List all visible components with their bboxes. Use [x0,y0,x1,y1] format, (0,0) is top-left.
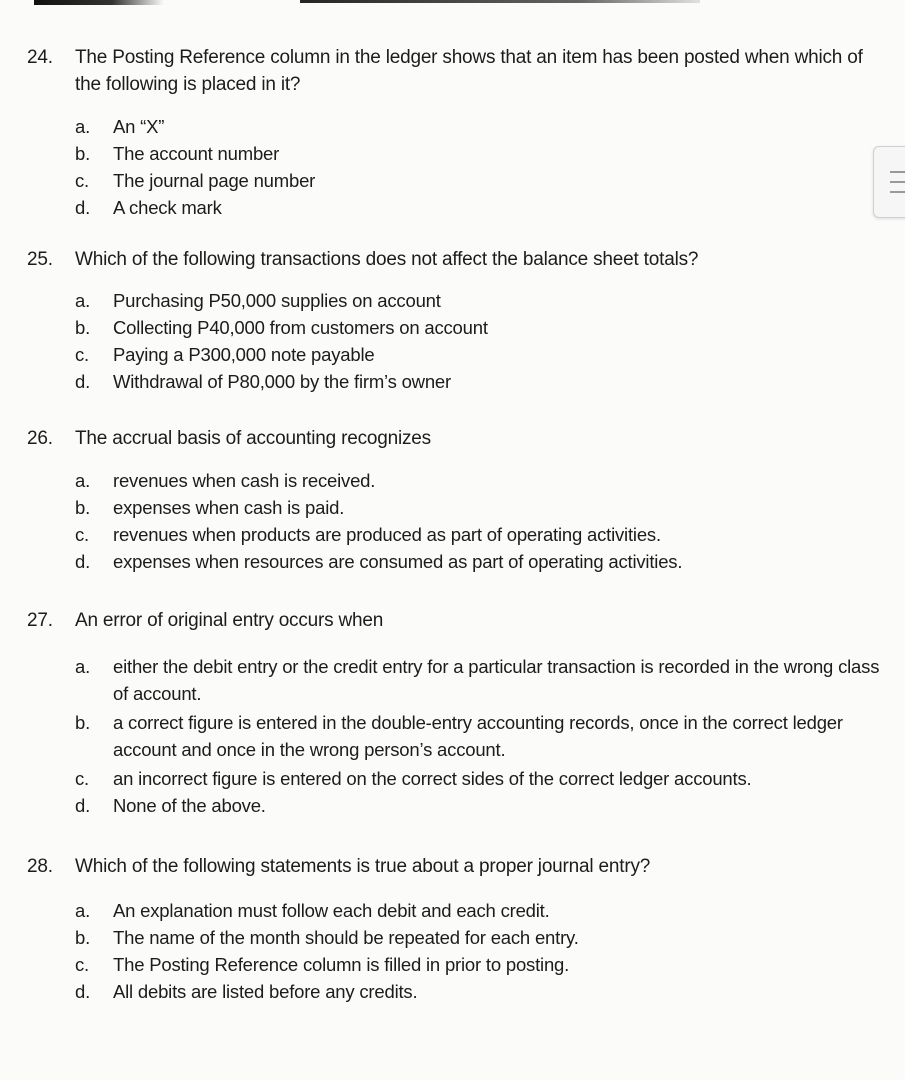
option-letter: d. [75,981,91,1002]
option-b[interactable] [0,494,905,521]
option-text: either the debit entry or the credit entry for a particular transaction is recorded in the wrong class of account. [113,656,880,704]
question-text: The accrual basis of accounting recognizes [75,428,431,449]
option-c[interactable] [0,521,905,548]
option-text: Collecting P40,000 from customers on account [113,317,488,338]
option-letter: d. [75,795,91,816]
option-d[interactable] [0,194,905,221]
option-letter: c. [75,768,89,789]
page-edge-line [300,0,700,3]
option-d[interactable] [0,978,905,1005]
option-letter: d. [75,551,91,572]
option-d[interactable] [0,792,905,819]
option-letter: a. [75,900,91,921]
option-text: revenues when products are produced as part of operating activities. [113,524,661,545]
option-d[interactable] [0,368,905,395]
option-text: expenses when resources are consumed as part of operating activities. [113,551,683,572]
option-text: Paying a P300,000 note payable [113,344,375,365]
page-edge-shadow [34,0,164,5]
option-a[interactable] [0,467,905,494]
option-list [0,653,905,819]
option-text: The Posting Reference column is filled in prior to posting. [113,954,570,975]
question-text: Which of the following transactions does not affect the balance sheet totals? [75,249,699,270]
question-number: 24. [27,47,53,68]
option-b[interactable] [0,924,905,951]
question-26 [0,425,905,572]
question-text: An error of original entry occurs when [75,610,384,631]
option-letter: a. [75,470,91,491]
option-letter: a. [75,656,91,677]
option-text: All debits are listed before any credits. [113,981,418,1002]
option-b[interactable] [0,709,905,765]
option-letter: c. [75,344,89,365]
option-text: Purchasing P50,000 supplies on account [113,290,441,311]
question-25 [0,246,905,392]
option-text: The journal page number [113,170,316,191]
option-letter: b. [75,317,91,338]
option-c[interactable] [0,951,905,978]
option-list [0,287,905,395]
option-letter: d. [75,371,91,392]
side-panel-handle[interactable] [873,146,905,218]
option-letter: b. [75,143,91,164]
option-c[interactable] [0,167,905,194]
question-28 [0,853,905,1002]
option-text: an incorrect figure is entered on the correct sides of the correct ledger accounts. [113,768,752,789]
option-text: Withdrawal of P80,000 by the firm’s owner [113,371,451,392]
option-text: The account number [113,143,280,164]
option-text: The name of the month should be repeated for each entry. [113,927,579,948]
option-letter: a. [75,116,91,137]
option-text: A check mark [113,197,222,218]
option-text: None of the above. [113,795,266,816]
option-text: An explanation must follow each debit and each credit. [113,900,550,921]
question-text: Which of the following statements is true about a proper journal entry? [75,856,651,877]
question-27 [0,607,905,816]
option-text: expenses when cash is paid. [113,497,345,518]
option-b[interactable] [0,140,905,167]
option-c[interactable] [0,341,905,368]
option-text: An “X” [113,116,165,137]
option-a[interactable] [0,287,905,314]
option-letter: a. [75,290,91,311]
question-text: The Posting Reference column in the ledger shows that an item has been posted when which of the following is placed in it? [75,47,863,95]
option-letter: b. [75,712,91,733]
option-letter: c. [75,170,89,191]
question-number: 25. [27,249,53,270]
question-24 [0,44,905,218]
option-letter: b. [75,927,91,948]
option-b[interactable] [0,314,905,341]
option-c[interactable] [0,765,905,792]
option-list [0,897,905,1005]
option-letter: d. [75,197,91,218]
option-letter: c. [75,524,89,545]
question-number: 28. [27,856,53,877]
option-d[interactable] [0,548,905,575]
question-number: 26. [27,428,53,449]
option-a[interactable] [0,653,905,709]
option-letter: c. [75,954,89,975]
option-a[interactable] [0,113,905,140]
question-number: 27. [27,610,53,631]
option-list [0,467,905,575]
option-list [0,113,905,221]
option-text: a correct figure is entered in the double-entry accounting records, once in the correct ledger account and once in the wrong person’s account. [113,712,843,760]
option-a[interactable] [0,897,905,924]
option-letter: b. [75,497,91,518]
option-text: revenues when cash is received. [113,470,376,491]
